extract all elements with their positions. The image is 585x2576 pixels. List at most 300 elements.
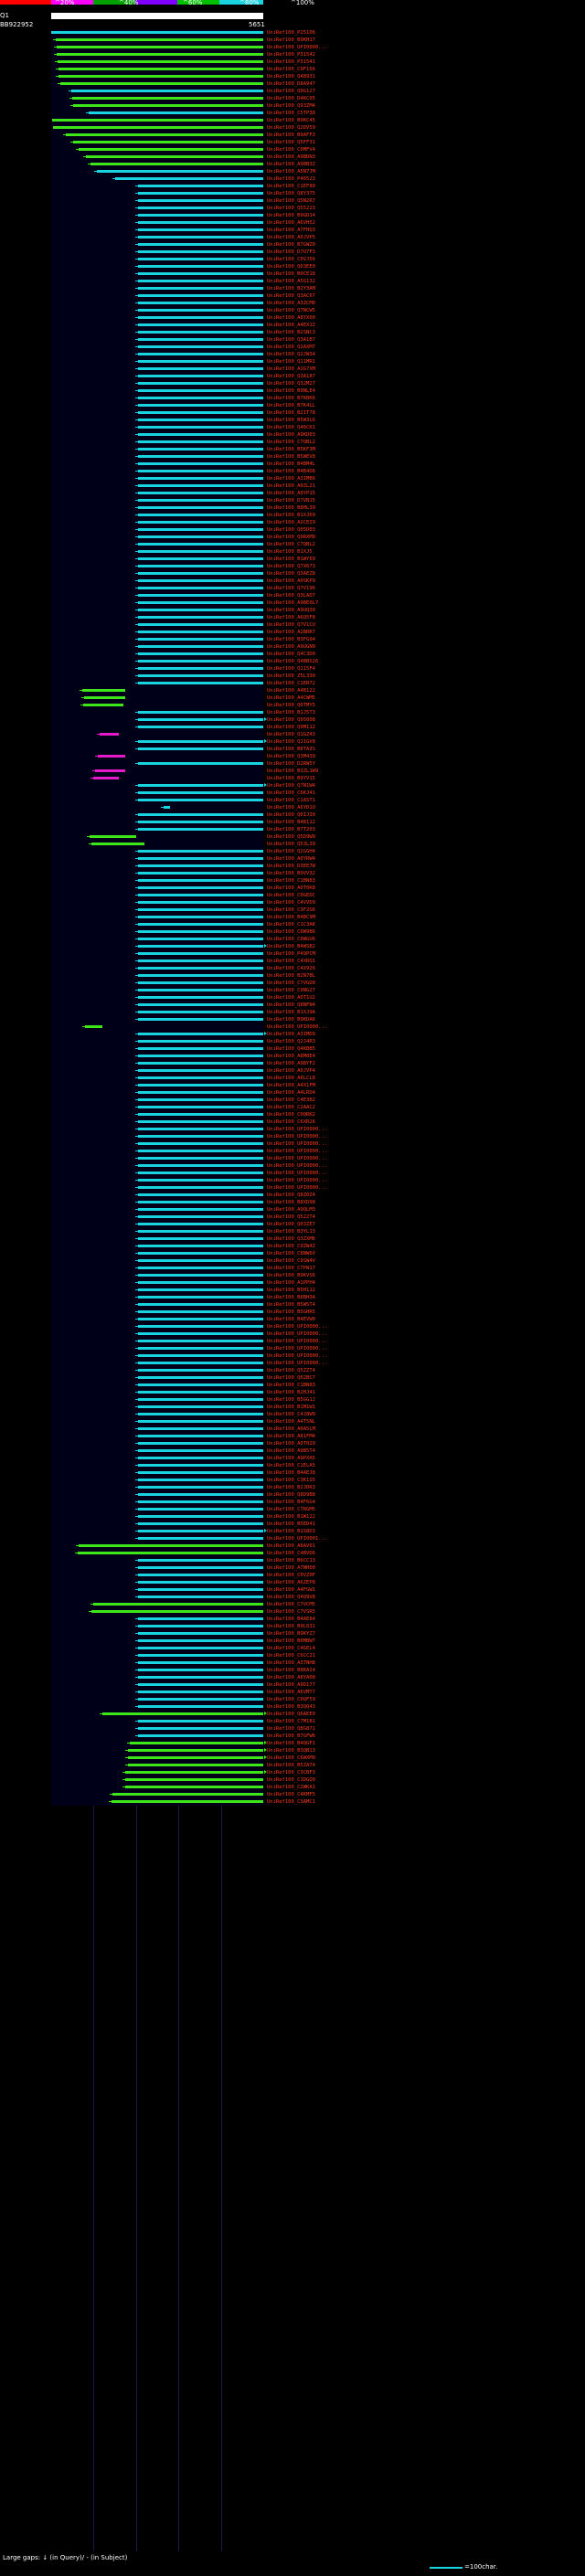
hsp-bar[interactable]	[138, 1150, 263, 1152]
hit-label[interactable]: UniRef100_C1BN83	[267, 1383, 315, 1388]
hit-label[interactable]: UniRef100_A6YD1U	[267, 805, 315, 811]
hit-label[interactable]: UniRef100_A4EX1Z	[267, 323, 315, 328]
hit-label[interactable]: UniRef100_Q3A187	[267, 374, 315, 379]
hit-label[interactable]: UniRef100_A9PXA5	[267, 1456, 315, 1461]
hit-label[interactable]: UniRef100_Q46CK1	[267, 425, 315, 430]
hit-label[interactable]: UniRef100_UPI0000...	[267, 45, 328, 50]
hit-label[interactable]: UniRef100_UPI0000...	[267, 1156, 328, 1161]
hit-label[interactable]: UniRef100_A81FM4	[267, 1434, 315, 1439]
hsp-bar[interactable]	[138, 1193, 263, 1196]
hsp-bar[interactable]	[138, 652, 263, 655]
hsp-bar[interactable]	[91, 1610, 263, 1613]
hsp-bar[interactable]	[138, 382, 263, 385]
hsp-bar[interactable]	[83, 704, 123, 706]
hit-label[interactable]: UniRef100_B5GG1J	[267, 1397, 315, 1403]
hit-label[interactable]: UniRef100_C6CC21	[267, 1653, 315, 1659]
hit-label[interactable]: UniRef100_C0WGU6	[267, 937, 315, 942]
hit-label[interactable]: UniRef100_Q2DV59	[267, 125, 315, 131]
hit-label[interactable]: UniRef100_C1DGQ9	[267, 1777, 315, 1783]
hsp-bar[interactable]	[138, 1369, 263, 1372]
hit-label[interactable]: UniRef100_UPI0000...	[267, 1127, 328, 1132]
hit-label[interactable]: UniRef100_UPI0000...	[267, 1324, 328, 1330]
hit-label[interactable]: UniRef100_C4J8W9	[267, 1412, 315, 1417]
hit-label[interactable]: UniRef100_A8M8E4	[267, 1054, 315, 1059]
hsp-bar[interactable]	[52, 119, 263, 122]
hsp-bar[interactable]	[138, 1457, 263, 1459]
hsp-bar[interactable]	[138, 726, 263, 728]
hit-label[interactable]: UniRef100_A0YP15	[267, 491, 315, 496]
hsp-bar[interactable]	[100, 733, 119, 736]
hit-label[interactable]: UniRef100_UPI0000...	[267, 1339, 328, 1344]
hsp-bar[interactable]	[138, 1683, 263, 1686]
hsp-bar[interactable]	[138, 945, 263, 948]
hit-label[interactable]: UniRef100_A0T1U2	[267, 995, 315, 1001]
hsp-bar[interactable]	[138, 214, 263, 217]
hit-label[interactable]: UniRef100_A1PPH4	[267, 1280, 315, 1286]
hit-label[interactable]: UniRef100_C1EF80	[267, 184, 315, 189]
hit-label[interactable]: UniRef100_A9BDN3	[267, 154, 315, 160]
hit-label[interactable]: UniRef100_B4QGF1	[267, 1741, 315, 1746]
hit-label[interactable]: UniRef100_A8YX00	[267, 315, 315, 321]
hsp-bar[interactable]	[138, 923, 263, 926]
hsp-bar[interactable]	[138, 1661, 263, 1664]
hsp-bar[interactable]	[73, 104, 263, 107]
hsp-bar[interactable]	[138, 886, 263, 889]
hsp-bar[interactable]	[138, 711, 263, 714]
hit-label[interactable]: UniRef100_A4X1FM	[267, 1083, 315, 1088]
hit-label[interactable]: UniRef100_P49PCM	[267, 951, 315, 957]
hit-label[interactable]: UniRef100_B3YL13	[267, 1229, 315, 1235]
hit-label[interactable]: UniRef100_B2IT78	[267, 410, 315, 416]
hsp-bar[interactable]	[138, 1215, 263, 1218]
hsp-bar[interactable]	[138, 1113, 263, 1116]
hsp-bar[interactable]	[138, 433, 263, 436]
hsp-bar[interactable]	[138, 916, 263, 918]
hit-label[interactable]: UniRef100_B6CC13	[267, 1558, 315, 1564]
hit-label[interactable]: UniRef100_Q95008	[267, 717, 315, 723]
hsp-bar[interactable]	[138, 1581, 263, 1584]
hit-label[interactable]: UniRef100_B2Y3AM	[267, 286, 315, 292]
hit-label[interactable]: UniRef100_C3K1S5	[267, 1478, 315, 1483]
hsp-bar[interactable]	[102, 1712, 263, 1715]
hit-label[interactable]: UniRef100_B3ZL1W9	[267, 769, 319, 774]
hit-label[interactable]: UniRef100_B2SNC3	[267, 330, 315, 335]
hit-label[interactable]: UniRef100_C4BVD6	[267, 1551, 315, 1556]
hsp-bar[interactable]	[138, 857, 263, 860]
hit-label[interactable]: UniRef100_Q1GZ43	[267, 732, 315, 737]
hsp-bar[interactable]	[138, 959, 263, 962]
hsp-bar[interactable]	[138, 952, 263, 955]
hit-label[interactable]: UniRef100_B7K4LL	[267, 403, 315, 408]
hit-label[interactable]: UniRef100_A4LRD4	[267, 1090, 315, 1096]
hit-label[interactable]: UniRef100_C1BN83	[267, 878, 315, 884]
hsp-bar[interactable]	[138, 550, 263, 553]
hsp-bar[interactable]	[138, 250, 263, 253]
hsp-bar[interactable]	[138, 1018, 263, 1021]
hsp-bar[interactable]	[138, 1076, 263, 1079]
hsp-bar[interactable]	[138, 740, 263, 743]
hsp-bar[interactable]	[138, 718, 263, 721]
hit-label[interactable]: UniRef100_Q8D9B8	[267, 1492, 315, 1498]
hit-label[interactable]: UniRef100_Q7V196	[267, 586, 315, 591]
hit-label[interactable]: UniRef100_B9NLE4	[267, 388, 315, 394]
hit-label[interactable]: UniRef100_C4E3B2	[267, 1097, 315, 1103]
hsp-bar[interactable]	[90, 163, 263, 165]
hsp-bar[interactable]	[138, 426, 263, 429]
hit-label[interactable]: UniRef100_A5N7JM	[267, 169, 315, 175]
hit-label[interactable]: UniRef100_C3F2G6	[267, 907, 315, 913]
hsp-bar[interactable]	[138, 1040, 263, 1043]
hit-label[interactable]: UniRef100_B9VV32	[267, 871, 315, 876]
hit-label[interactable]: UniRef100_C5TP38	[267, 111, 315, 116]
hit-label[interactable]: UniRef100_P31542	[267, 52, 315, 58]
hit-label[interactable]: UniRef100_C6KJ41	[267, 790, 315, 796]
hit-label[interactable]: UniRef100_C6WXM9	[267, 1755, 315, 1761]
hsp-bar[interactable]	[138, 484, 263, 487]
hsp-bar[interactable]	[138, 667, 263, 670]
hsp-bar[interactable]	[138, 1296, 263, 1299]
hit-label[interactable]: UniRef100_B9KDA6	[267, 1017, 315, 1023]
hsp-bar[interactable]	[138, 1676, 263, 1679]
hsp-bar[interactable]	[138, 1464, 263, 1467]
hit-label[interactable]: UniRef100_Q7X673	[267, 564, 315, 569]
hsp-bar[interactable]	[51, 31, 263, 34]
hsp-bar[interactable]	[138, 601, 263, 604]
hsp-bar[interactable]	[138, 1047, 263, 1050]
hit-label[interactable]: UniRef100_Q05D03	[267, 527, 315, 533]
hit-label[interactable]: UniRef100_UPI0001...	[267, 1536, 328, 1542]
hsp-bar[interactable]	[125, 1786, 263, 1788]
hit-label[interactable]: UniRef100_B1XJ69	[267, 513, 315, 518]
hit-label[interactable]: UniRef100_UPI0000...	[267, 1163, 328, 1169]
hsp-bar[interactable]	[138, 1237, 263, 1240]
hsp-bar[interactable]	[138, 411, 263, 414]
hit-label[interactable]: UniRef100_A4FGW1	[267, 1587, 315, 1593]
hit-label[interactable]: UniRef100_C9SW4V	[267, 1258, 315, 1264]
hsp-bar[interactable]	[138, 1354, 263, 1357]
hsp-bar[interactable]	[138, 1318, 263, 1320]
hsp-bar[interactable]	[138, 1376, 263, 1379]
hsp-bar[interactable]	[138, 799, 263, 801]
hsp-bar[interactable]	[138, 1639, 263, 1642]
hsp-bar[interactable]	[138, 302, 263, 304]
hsp-bar[interactable]	[72, 97, 263, 100]
hit-label[interactable]: UniRef100_B9KVS6	[267, 1273, 315, 1278]
hit-label[interactable]: UniRef100_B5W3L6	[267, 418, 315, 423]
hsp-bar[interactable]	[138, 353, 263, 355]
hsp-bar[interactable]	[138, 1223, 263, 1225]
hsp-bar[interactable]	[138, 565, 263, 567]
hsp-bar[interactable]	[138, 492, 263, 494]
hit-label[interactable]: UniRef100_C4X926	[267, 966, 315, 971]
hit-label[interactable]: UniRef100_C7VCM5	[267, 1602, 315, 1607]
hsp-bar[interactable]	[138, 828, 263, 831]
hit-label[interactable]: UniRef100_Q3AC67	[267, 293, 315, 299]
hsp-bar[interactable]	[138, 1698, 263, 1701]
hsp-bar[interactable]	[138, 316, 263, 319]
hsp-bar[interactable]	[164, 806, 170, 809]
hit-label[interactable]: UniRef100_C7M1B1	[267, 1719, 315, 1724]
hsp-bar[interactable]	[138, 1186, 263, 1189]
hit-label[interactable]: UniRef100_Q2JW34	[267, 352, 315, 357]
hit-label[interactable]: UniRef100_C9ZW4Z	[267, 1244, 315, 1249]
hit-label[interactable]: UniRef100_Q32M27	[267, 381, 315, 387]
hsp-bar[interactable]	[138, 674, 263, 677]
hsp-bar[interactable]	[138, 375, 263, 377]
hit-label[interactable]: UniRef100_P25106	[267, 30, 315, 36]
hit-label[interactable]: UniRef100_A2CEI9	[267, 520, 315, 525]
hsp-bar[interactable]	[138, 1442, 263, 1445]
hsp-bar[interactable]	[84, 696, 125, 699]
hit-label[interactable]: UniRef100_B1S8D3	[267, 1529, 315, 1534]
hit-label[interactable]: UniRef100_B4EVW0	[267, 1317, 315, 1322]
hit-label[interactable]: UniRef100_A6Q5F8	[267, 615, 315, 620]
hit-label[interactable]: UniRef100_A9QLM3	[267, 1207, 315, 1213]
hsp-bar[interactable]	[138, 1383, 263, 1386]
hit-label[interactable]: UniRef100_Q9RXM9	[267, 535, 315, 540]
hsp-bar[interactable]	[138, 506, 263, 509]
hsp-bar[interactable]	[138, 1230, 263, 1233]
hit-label[interactable]: UniRef100_Q55223	[267, 206, 315, 211]
hsp-bar[interactable]	[138, 1654, 263, 1657]
hit-label[interactable]: UniRef100_C4GEL4	[267, 1646, 315, 1651]
hsp-bar[interactable]	[138, 1486, 263, 1489]
hsp-bar[interactable]	[138, 397, 263, 399]
hsp-bar[interactable]	[78, 1552, 263, 1554]
hsp-bar[interactable]	[138, 272, 263, 275]
hsp-bar[interactable]	[138, 1120, 263, 1123]
hsp-bar[interactable]	[95, 769, 126, 772]
hit-label[interactable]: UniRef100_B5W5T4	[267, 1302, 315, 1308]
hit-label[interactable]: UniRef100_C7VGD0	[267, 981, 315, 986]
hit-label[interactable]: UniRef100_B9AFF3	[267, 133, 315, 138]
hit-label[interactable]: UniRef100_A7FHQ3	[267, 228, 315, 233]
hit-label[interactable]: UniRef100_B9KC45	[267, 118, 315, 123]
hsp-bar[interactable]	[138, 784, 263, 787]
hit-label[interactable]: UniRef100_Q93ZM4	[267, 103, 315, 109]
hsp-bar[interactable]	[53, 126, 263, 129]
hit-label[interactable]: UniRef100_Q7NCW5	[267, 308, 315, 313]
hit-label[interactable]: UniRef100_Q7V1CU	[267, 622, 315, 628]
hit-label[interactable]: UniRef100_B2HJ41	[267, 1390, 315, 1395]
hsp-bar[interactable]	[138, 1566, 263, 1569]
hit-label[interactable]: UniRef100_D2RW5Y	[267, 761, 315, 767]
hsp-bar[interactable]	[138, 1128, 263, 1130]
hsp-bar[interactable]	[138, 1310, 263, 1313]
hsp-bar[interactable]	[138, 1588, 263, 1591]
hsp-bar[interactable]	[138, 967, 263, 970]
hsp-bar[interactable]	[138, 440, 263, 443]
hsp-bar[interactable]	[138, 850, 263, 853]
hsp-bar[interactable]	[138, 1595, 263, 1598]
hit-label[interactable]: UniRef100_B4AEJ8	[267, 1470, 315, 1476]
hsp-bar[interactable]	[138, 879, 263, 882]
hsp-bar[interactable]	[138, 535, 263, 538]
hit-label[interactable]: UniRef100_C1C3AK	[267, 922, 315, 928]
hsp-bar[interactable]	[115, 177, 263, 180]
hsp-bar[interactable]	[138, 1522, 263, 1525]
hsp-bar[interactable]	[138, 682, 263, 684]
hsp-bar[interactable]	[66, 133, 263, 136]
hsp-bar[interactable]	[138, 609, 263, 611]
hsp-bar[interactable]	[138, 587, 263, 589]
hsp-bar[interactable]	[138, 1537, 263, 1540]
hsp-bar[interactable]	[138, 345, 263, 348]
hsp-bar[interactable]	[138, 1362, 263, 1364]
hsp-bar[interactable]	[138, 1179, 263, 1182]
hit-label[interactable]: UniRef100_A8YA08	[267, 1675, 315, 1680]
hsp-bar[interactable]	[138, 1171, 263, 1174]
hsp-bar[interactable]	[82, 689, 126, 692]
hsp-bar[interactable]	[138, 1252, 263, 1255]
hsp-bar[interactable]	[138, 901, 263, 904]
hsp-bar[interactable]	[138, 1084, 263, 1087]
hit-label[interactable]: UniRef100_B5GHR5	[267, 1309, 315, 1315]
hit-label[interactable]: UniRef100_UPI0000...	[267, 1149, 328, 1154]
hit-label[interactable]: UniRef100_Q8Y375	[267, 191, 315, 196]
hsp-bar[interactable]	[58, 75, 263, 78]
hit-label[interactable]: UniRef100_C0QF59	[267, 1697, 315, 1702]
hit-label[interactable]: UniRef100_B0MBW7	[267, 1638, 315, 1644]
hsp-bar[interactable]	[138, 280, 263, 282]
hit-label[interactable]: UniRef100_B3QB13	[267, 1748, 315, 1754]
hit-label[interactable]: UniRef100_A3IMD9	[267, 1032, 315, 1037]
hit-label[interactable]: UniRef100_B5KF3M	[267, 447, 315, 452]
hsp-bar[interactable]	[138, 360, 263, 363]
hsp-bar[interactable]	[138, 1340, 263, 1342]
hit-label[interactable]: UniRef100_A0T029	[267, 1441, 315, 1447]
hsp-bar[interactable]	[138, 1405, 263, 1408]
hit-label[interactable]: UniRef100_B8HL39	[267, 505, 315, 511]
hit-label[interactable]: UniRef100_B5ED41	[267, 1521, 315, 1527]
hsp-bar[interactable]	[138, 1347, 263, 1350]
hit-label[interactable]: UniRef100_A9UGN9	[267, 644, 315, 650]
hit-label[interactable]: UniRef100_Q3M439	[267, 754, 315, 759]
hit-label[interactable]: UniRef100_C0GEDC	[267, 893, 315, 898]
hsp-bar[interactable]	[138, 557, 263, 560]
hsp-bar[interactable]	[138, 1427, 263, 1430]
hsp-bar[interactable]	[138, 1734, 263, 1737]
hit-label[interactable]: UniRef100_D8A947	[267, 81, 315, 87]
hit-label[interactable]: UniRef100_A9BE0L7	[267, 600, 319, 606]
hsp-bar[interactable]	[138, 1325, 263, 1328]
hit-label[interactable]: UniRef100_A4B122	[267, 688, 315, 694]
hit-label[interactable]: UniRef100_Q3LAD7	[267, 593, 315, 599]
hit-label[interactable]: UniRef100_UPI0000...	[267, 1134, 328, 1140]
hit-label[interactable]: UniRef100_Q03ZE7	[267, 1222, 315, 1227]
hit-label[interactable]: UniRef100_B9L031	[267, 1624, 315, 1629]
hsp-bar[interactable]	[138, 258, 263, 260]
hit-label[interactable]: UniRef100_A2BRR7	[267, 630, 315, 635]
hit-label[interactable]: UniRef100_B2N7BL	[267, 973, 315, 979]
hit-label[interactable]: UniRef100_Q4KBB5	[267, 1046, 315, 1052]
hit-label[interactable]: UniRef100_C1A5T1	[267, 798, 315, 803]
hit-label[interactable]: UniRef100_B5H112	[267, 1288, 315, 1293]
hsp-bar[interactable]	[138, 594, 263, 597]
hit-label[interactable]: UniRef100_Z5L330	[267, 673, 315, 679]
hit-label[interactable]: UniRef100_Q4C3D0	[267, 652, 315, 657]
hsp-bar[interactable]	[138, 514, 263, 516]
hit-label[interactable]: UniRef100_C4VVD9	[267, 900, 315, 906]
hsp-bar[interactable]	[138, 638, 263, 641]
hit-label[interactable]: UniRef100_Q1AXM7	[267, 345, 315, 350]
hit-label[interactable]: UniRef100_B1WY69	[267, 557, 315, 562]
hit-label[interactable]: UniRef100_UPI0000...	[267, 1024, 328, 1030]
hit-label[interactable]: UniRef100_C1ELA5	[267, 1463, 315, 1468]
hit-label[interactable]: UniRef100_A9KD03	[267, 432, 315, 438]
hit-label[interactable]: UniRef100_C9F156	[267, 67, 315, 72]
hsp-bar[interactable]	[138, 192, 263, 195]
hit-label[interactable]: UniRef100_A4T5NL	[267, 1419, 315, 1425]
hit-label[interactable]: UniRef100_B3FG94	[267, 637, 315, 642]
hit-label[interactable]: UniRef100_A4CWM5	[267, 695, 315, 701]
hit-label[interactable]: UniRef100_Q5FF31	[267, 140, 315, 145]
hit-label[interactable]: UniRef100_A3TNH8	[267, 1660, 315, 1666]
hsp-bar[interactable]	[138, 287, 263, 290]
hsp-bar[interactable]	[138, 389, 263, 392]
hit-label[interactable]: UniRef100_D4KC05	[267, 96, 315, 101]
hit-label[interactable]: UniRef100_Q7N1W4	[267, 783, 315, 789]
hsp-bar[interactable]	[86, 155, 263, 158]
hsp-bar[interactable]	[138, 1281, 263, 1284]
hsp-bar[interactable]	[79, 148, 263, 151]
hit-label[interactable]: UniRef100_Q2J4R3	[267, 1039, 315, 1044]
hsp-bar[interactable]	[71, 90, 263, 92]
hsp-bar[interactable]	[138, 645, 263, 648]
hit-label[interactable]: UniRef100_B1W122	[267, 1514, 315, 1520]
hit-label[interactable]: UniRef100_B7GFW6	[267, 1733, 315, 1739]
hsp-bar[interactable]	[138, 207, 263, 209]
hit-label[interactable]: UniRef100_B3QQ43	[267, 1704, 315, 1710]
hsp-bar[interactable]	[138, 528, 263, 531]
hsp-bar[interactable]	[128, 1756, 263, 1759]
hsp-bar[interactable]	[138, 1669, 263, 1671]
hit-label[interactable]: UniRef100_C0QRK2	[267, 1112, 315, 1118]
hit-label[interactable]: UniRef100_Q5D9W9	[267, 834, 315, 840]
hit-label[interactable]: UniRef100_A6LCL8	[267, 1076, 315, 1081]
hit-label[interactable]: UniRef100_C0W9B6	[267, 929, 315, 935]
hit-label[interactable]: UniRef100_Q3A1B7	[267, 337, 315, 343]
hit-label[interactable]: UniRef100_D7U7F3	[267, 249, 315, 255]
hsp-bar[interactable]	[138, 1617, 263, 1620]
hsp-bar[interactable]	[138, 455, 263, 458]
hsp-bar[interactable]	[97, 170, 263, 173]
hit-label[interactable]: UniRef100_C0MFV4	[267, 147, 315, 153]
hsp-bar[interactable]	[138, 477, 263, 480]
hsp-bar[interactable]	[138, 1062, 263, 1065]
hit-label[interactable]: UniRef100_A9BYF2	[267, 1061, 315, 1066]
hsp-bar[interactable]	[138, 1435, 263, 1437]
hsp-bar[interactable]	[138, 821, 263, 823]
hit-label[interactable]: UniRef100_B8XD98	[267, 1200, 315, 1205]
hsp-bar[interactable]	[57, 53, 263, 56]
hit-label[interactable]: UniRef100_Q0IJ30	[267, 812, 315, 818]
hit-label[interactable]: UniRef100_B4B112	[267, 820, 315, 825]
hsp-bar[interactable]	[130, 1742, 263, 1744]
hit-label[interactable]: UniRef100_UPI0000...	[267, 1141, 328, 1147]
hit-label[interactable]: UniRef100_C7QBL2	[267, 440, 315, 445]
hit-label[interactable]: UniRef100_B0CE18	[267, 271, 315, 277]
hit-label[interactable]: UniRef100_A9D177	[267, 1682, 315, 1688]
hit-label[interactable]: UniRef100_B4AE84	[267, 1617, 315, 1622]
hsp-bar[interactable]	[138, 185, 263, 187]
hsp-bar[interactable]	[138, 448, 263, 451]
hsp-bar[interactable]	[138, 543, 263, 546]
hit-label[interactable]: UniRef100_C4KMF5	[267, 1792, 315, 1797]
hsp-bar[interactable]	[90, 835, 136, 838]
hsp-bar[interactable]	[138, 1135, 263, 1138]
hit-label[interactable]: UniRef100_A7NH00	[267, 1565, 315, 1571]
